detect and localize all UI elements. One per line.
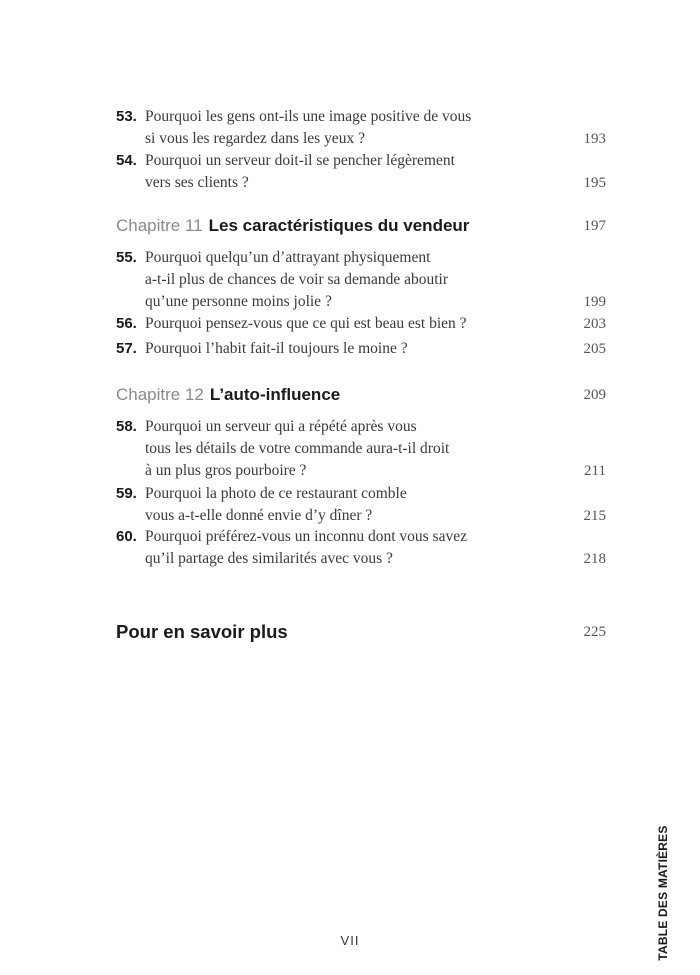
chapter-label: Chapitre 11 <box>116 216 203 235</box>
page-folio: VII <box>340 933 360 948</box>
entry-number: 59. <box>116 485 137 502</box>
entry-page-number: 215 <box>583 508 606 524</box>
toc-entry-60[interactable] <box>116 526 606 570</box>
entry-number: 57. <box>116 340 137 357</box>
entry-title: Pourquoi les gens ont-ils une image positive de vous si vous les regardez dans les yeux ? <box>145 108 472 147</box>
entry-page-number: 199 <box>583 294 606 310</box>
chapter-label: Chapitre 12 <box>116 385 204 404</box>
entry-page-number: 211 <box>584 463 606 479</box>
toc-entry-54[interactable] <box>116 150 606 194</box>
entry-title: Pourquoi un serveur qui a répété après vous tous les détails de votre commande aura-t-il droit à un plus gros pourboire ? <box>145 418 450 479</box>
toc-entry-53[interactable] <box>116 106 606 150</box>
entry-title: Pourquoi quelqu’un d’attrayant physiquement a-t-il plus de chances de voir sa demande aboutir qu’une personne moins jolie ? <box>145 249 448 310</box>
toc-entry-59[interactable] <box>116 483 606 527</box>
chapter-page-number: 197 <box>583 218 606 234</box>
toc-entry-55[interactable] <box>116 247 606 313</box>
further-reading-page-number: 225 <box>583 624 606 640</box>
toc-entry-57[interactable] <box>116 338 606 360</box>
toc-entry-56[interactable] <box>116 313 606 335</box>
chapter-title: Les caractéristiques du vendeur <box>208 216 470 235</box>
entry-number: 53. <box>116 108 137 125</box>
entry-number: 58. <box>116 418 137 435</box>
entry-page-number: 205 <box>583 341 606 357</box>
entry-page-number: 195 <box>583 175 606 191</box>
entry-number: 60. <box>116 528 137 545</box>
entry-page-number: 218 <box>583 551 606 567</box>
entry-page-number: 193 <box>583 131 606 147</box>
entry-number: 55. <box>116 249 137 266</box>
entry-number: 54. <box>116 152 137 169</box>
toc-entry-58[interactable] <box>116 416 606 482</box>
further-reading-title: Pour en savoir plus <box>116 621 288 642</box>
entry-title: Pourquoi préférez-vous un inconnu dont vous savez qu’il partage des similarités avec vous ? <box>145 528 467 567</box>
entry-title: Pourquoi l’habit fait-il toujours le moine ? <box>145 340 408 357</box>
entry-title: Pourquoi un serveur doit-il se pencher légèrement vers ses clients ? <box>145 152 455 191</box>
side-tab-label: TABLE DES MATIÈRES <box>656 825 670 961</box>
chapter-11-heading[interactable] <box>116 213 606 239</box>
chapter-12-heading[interactable] <box>116 382 606 408</box>
entry-title: Pourquoi pensez-vous que ce qui est beau est bien ? <box>145 315 467 332</box>
entry-title: Pourquoi la photo de ce restaurant comble vous a-t-elle donné envie d’y dîner ? <box>145 485 407 524</box>
chapter-page-number: 209 <box>583 387 606 403</box>
further-reading-heading[interactable] <box>116 618 606 646</box>
entry-page-number: 203 <box>583 316 606 332</box>
section-side-tab <box>649 818 677 968</box>
chapter-title: L’auto-influence <box>209 385 341 404</box>
entry-number: 56. <box>116 315 137 332</box>
